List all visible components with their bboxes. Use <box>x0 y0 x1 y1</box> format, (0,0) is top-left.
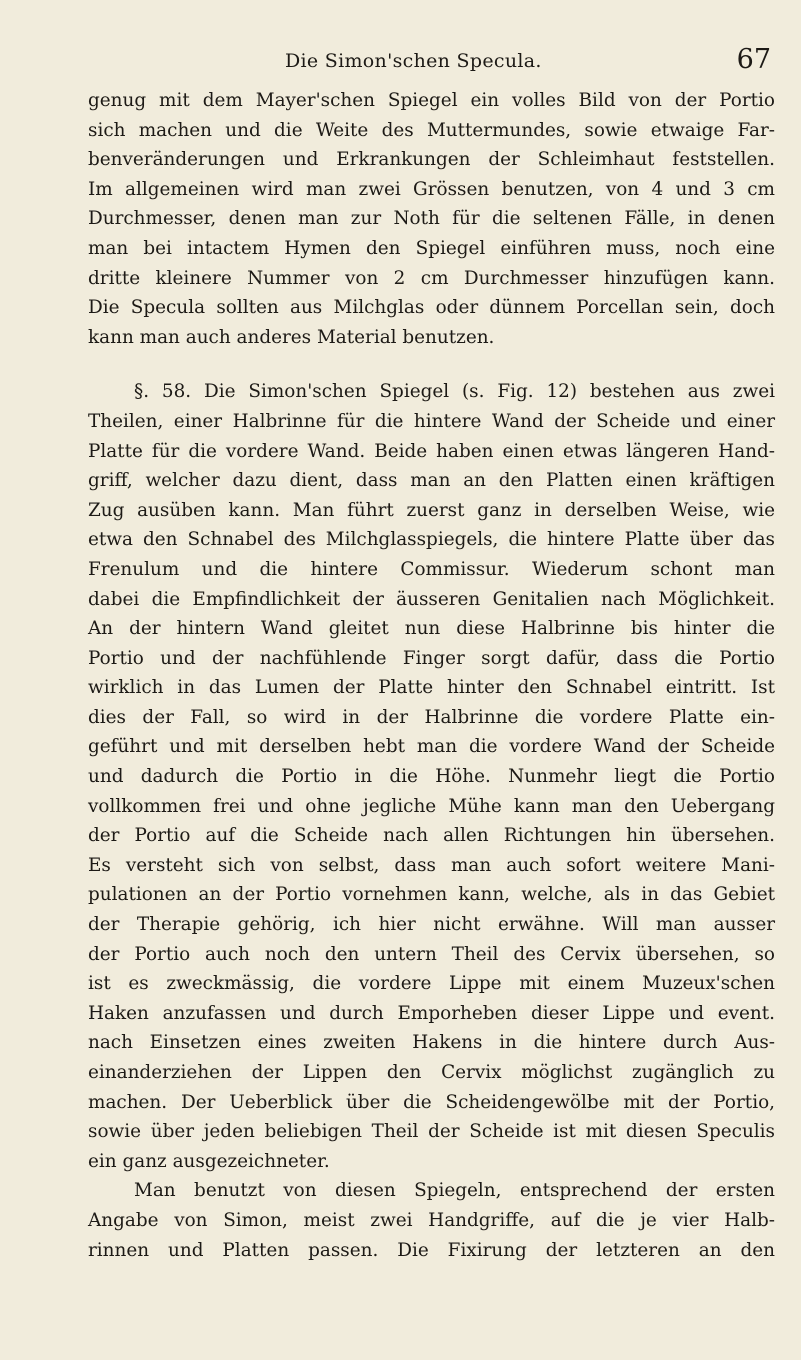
text-line: dritte kleinere Nummer von 2 cm Durchmesser hinzufügen kann. <box>88 267 775 289</box>
text-line: Angabe von Simon, meist zwei Handgriffe, auf die je vier Halb- <box>88 1209 775 1231</box>
text-line: griff, welcher dazu dient, dass man an den Platten einen kräftigen <box>88 470 775 492</box>
paragraph-1 <box>88 86 775 352</box>
text-line: §. 58. Die Simon'schen Spiegel (s. Fig. 12) bestehen aus zwei <box>134 381 775 403</box>
text-line: nach Einsetzen eines zweiten Hakens in die hintere durch Aus- <box>88 1032 775 1054</box>
text-line: Theilen, einer Halbrinne für die hintere Wand der Scheide und einer <box>88 410 775 432</box>
text-line: genug mit dem Mayer'schen Spiegel ein volles Bild von der Portio <box>88 90 775 111</box>
paragraph-2 <box>88 377 775 1176</box>
text-line: wirklich in das Lumen der Platte hinter den Schnabel eintritt. Ist <box>88 677 775 699</box>
text-line: Man benutzt von diesen Spiegeln, entsprechend der ersten <box>134 1180 775 1202</box>
text-line: der Portio auf die Scheide nach allen Richtungen hin übersehen. <box>88 825 775 847</box>
text-line: Im allgemeinen wird man zwei Grössen benutzen, von 4 und 3 cm <box>88 178 775 200</box>
text-line: geführt und mit derselben hebt man die vordere Wand der Scheide <box>88 736 775 758</box>
text-line: Frenulum und die hintere Commissur. Wiederum schont man <box>88 558 775 580</box>
text-line: Die Specula sollten aus Milchglas oder dünnem Porcellan sein, doch <box>88 297 775 319</box>
text-line: der Therapie gehörig, ich hier nicht erwähne. Will man ausser <box>88 914 775 936</box>
text-line: vollkommen frei und ohne jegliche Mühe kann man den Uebergang <box>88 795 775 817</box>
page-number: 67 <box>736 44 771 75</box>
text-line: Durchmesser, denen man zur Noth für die seltenen Fälle, in denen <box>88 208 775 230</box>
text-line: Platte für die vordere Wand. Beide haben einen etwas längeren Hand- <box>88 440 775 462</box>
text-line: man bei intactem Hymen den Spiegel einführen muss, noch eine <box>88 237 775 259</box>
body-text <box>88 86 775 1265</box>
text-line: kann man auch anderes Material benutzen. <box>88 326 495 348</box>
text-line: sowie über jeden beliebigen Theil der Scheide ist mit diesen Speculis <box>88 1121 775 1143</box>
running-head <box>88 0 775 86</box>
text-line: Portio und der nachfühlende Finger sorgt dafür, dass die Portio <box>88 647 775 669</box>
text-line: machen. Der Ueberblick über die Scheidengewölbe mit der Portio, <box>88 1091 775 1113</box>
text-line: dies der Fall, so wird in der Halbrinne die vordere Platte ein- <box>88 706 775 728</box>
text-line: benveränderungen und Erkrankungen der Schleimhaut feststellen. <box>88 149 775 171</box>
text-line: rinnen und Platten passen. Die Fixirung der letzteren an den <box>88 1239 775 1261</box>
text-line: einanderziehen der Lippen den Cervix möglichst zugänglich zu <box>88 1062 775 1083</box>
text-line: ein ganz ausgezeichneter. <box>88 1150 330 1172</box>
text-line: An der hintern Wand gleitet nun diese Halbrinne bis hinter die <box>88 618 775 640</box>
text-line: sich machen und die Weite des Muttermundes, sowie etwaige Far- <box>88 119 775 141</box>
text-line: Haken anzufassen und durch Emporheben dieser Lippe und event. <box>88 1002 775 1024</box>
text-line: dabei die Empfindlichkeit der äusseren Genitalien nach Möglichkeit. <box>88 588 775 610</box>
paragraph-gap <box>88 352 775 377</box>
text-line: Zug ausüben kann. Man führt zuerst ganz in derselben Weise, wie <box>88 499 775 521</box>
running-title: Die Simon'schen Specula. <box>285 50 542 72</box>
text-line: ist es zweckmässig, die vordere Lippe mit einem Muzeux'schen <box>88 973 775 995</box>
paragraph-3 <box>88 1176 775 1265</box>
text-line: der Portio auch noch den untern Theil des Cervix übersehen, so <box>88 943 775 965</box>
text-line: pulationen an der Portio vornehmen kann, welche, als in das Gebiet <box>88 884 775 906</box>
text-line: Es versteht sich von selbst, dass man auch sofort weitere Mani- <box>88 854 775 876</box>
text-line: und dadurch die Portio in die Höhe. Nunmehr liegt die Portio <box>88 766 775 788</box>
text-line: etwa den Schnabel des Milchglasspiegels, die hintere Platte über das <box>88 529 775 551</box>
